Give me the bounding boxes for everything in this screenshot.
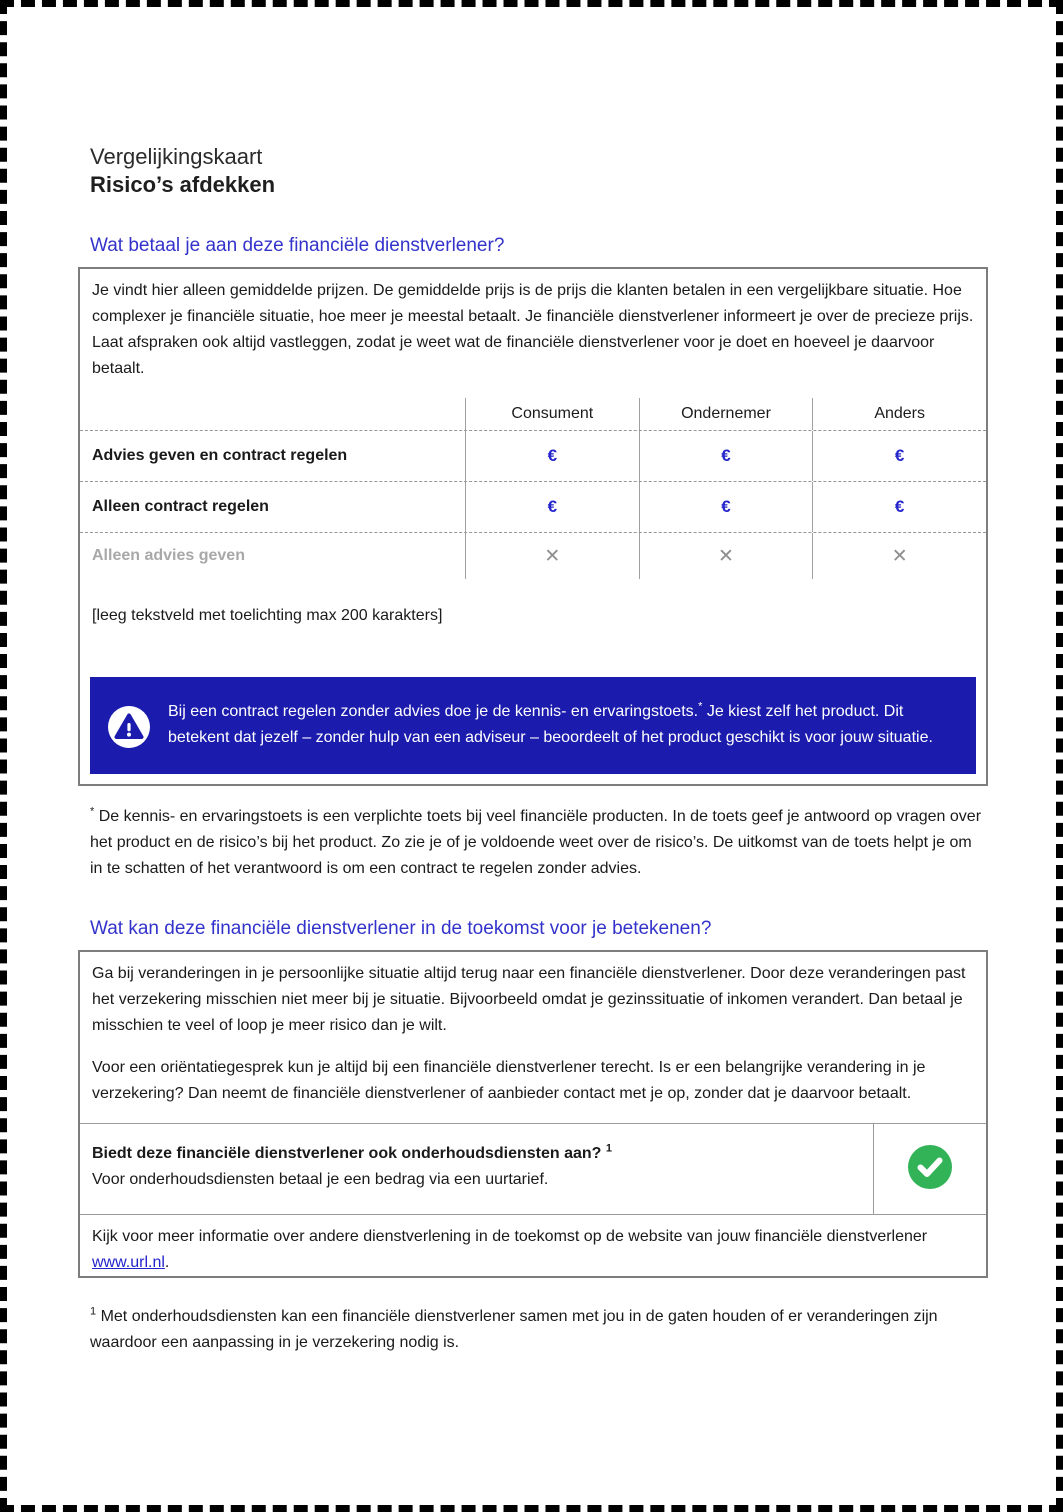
- warning-text-lead: Bij een contract regelen zonder advies doe je de kennis- en ervaringstoets.: [168, 702, 699, 720]
- euro-cell: €: [639, 431, 813, 481]
- pricing-table-header-anders: Anders: [812, 398, 986, 430]
- row-label: Alleen advies geven: [92, 547, 245, 564]
- pricing-table-header-row: [80, 398, 986, 430]
- euro-cell: €: [465, 431, 639, 481]
- future-section-heading: Wat kan deze financiële dienstverlener in de toekomst voor je betekenen?: [90, 918, 712, 939]
- footnote-text: Met onderhoudsdiensten kan een financiële dienstverlener samen met jou in de gaten houden of er veranderingen zijn waardoor een aanpassing in je verzekering nodig is.: [90, 1308, 938, 1351]
- row-label: Advies geven en contract regelen: [92, 447, 348, 464]
- future-paragraph-2: Voor een oriëntatiegesprek kun je altijd bij een financiële dienstverlener terecht. Is er een belangrijke verandering in je verzekering? Dan neemt de financiële dienstverlener of aanbieder contact met je op, zonder dat je daarvoor betaalt.: [92, 1059, 926, 1102]
- footnote-onderhoudsdiensten: [90, 1304, 988, 1356]
- doc-title-label: Risico’s afdekken: [90, 172, 276, 197]
- maintenance-question-row: [80, 1123, 986, 1215]
- x-mark-cell: ✕: [639, 533, 813, 579]
- document-title: [90, 143, 988, 199]
- footnote-marker: 1: [605, 1142, 613, 1155]
- maintenance-question: [92, 1141, 861, 1167]
- placeholder-note: [leeg tekstveld met toelichting max 200 karakters]: [92, 607, 443, 624]
- pricing-table-header-ondernemer: Ondernemer: [639, 398, 813, 430]
- maintenance-question-text: [80, 1124, 873, 1214]
- check-circle-icon: [907, 1144, 953, 1195]
- closing-text-end: .: [164, 1254, 170, 1271]
- question-text: Biedt deze financiële dienstverlener ook onderhoudsdiensten aan?: [92, 1145, 606, 1162]
- pricing-table-header-empty: [80, 398, 465, 430]
- euro-cell: €: [465, 482, 639, 532]
- x-mark-cell: ✕: [812, 533, 986, 579]
- footnote-marker: *: [90, 805, 95, 818]
- warning-callout: [90, 677, 976, 774]
- future-panel: [78, 950, 988, 1278]
- doc-type-label: Vergelijkingskaart: [90, 144, 263, 169]
- future-paragraph-1: Ga bij veranderingen in je persoonlijke situatie altijd terug naar een financiële dienstverlener. Door deze veranderingen past het verzekering misschien niet meer bij je situatie. Bijvoorbeeld omdat je gezinssituatie of inkomen verandert. Dan betaal je misschien te veel of loop je meer risico dan je wilt.: [92, 965, 966, 1034]
- footnote-marker: 1: [90, 1305, 97, 1318]
- warning-text: [168, 699, 960, 751]
- table-row: [80, 431, 986, 481]
- website-link[interactable]: www.url.nl: [92, 1254, 165, 1271]
- warning-text-rest: Je kiest zelf het product. Dit betekent dat jezelf – zonder hulp van een adviseur – beoordeelt of het product geschikt is voor jouw situatie.: [168, 702, 933, 746]
- payment-panel: [78, 267, 988, 786]
- closing-text-lead: Kijk voor meer informatie over andere dienstverlening in de toekomst op de website van jouw financiële dienstverlener: [92, 1228, 928, 1245]
- footnote-text: De kennis- en ervaringstoets is een verplichte toets bij veel financiële producten. In de toets geef je antwoord op vragen over het product en de risico’s bij het product. Zo zie je of je voldoende weet over de risico’s. De uitkomst van de toets helpt je om in te schatten of het verantwoord is om een contract te regelen zonder advies.: [90, 808, 982, 877]
- pricing-table-header-consument: Consument: [465, 398, 639, 430]
- table-row: [80, 482, 986, 532]
- x-mark-cell: ✕: [465, 533, 639, 579]
- payment-section-heading: Wat betaal je aan deze financiële dienstverlener?: [90, 235, 505, 256]
- answer-cell: [873, 1124, 986, 1214]
- pricing-table: [80, 398, 986, 579]
- closing-paragraph: [92, 1224, 974, 1276]
- euro-cell: €: [639, 482, 813, 532]
- euro-cell: €: [812, 431, 986, 481]
- footnote-kennis-toets: [90, 804, 988, 882]
- warning-icon: [90, 701, 168, 749]
- euro-cell: €: [812, 482, 986, 532]
- row-label: Alleen contract regelen: [92, 498, 269, 515]
- maintenance-question-subtext: Voor onderhoudsdiensten betaal je een bedrag via een uurtarief.: [92, 1171, 549, 1188]
- table-row-disabled: [80, 533, 986, 579]
- footnote-marker: *: [698, 700, 703, 713]
- payment-intro-paragraph: Je vindt hier alleen gemiddelde prijzen. De gemiddelde prijs is de prijs die klanten betalen in een vergelijkbare situatie. Hoe complexer je financiële situatie, hoe meer je meestal betaalt. Je financiële dienstverlener informeert je over de precieze prijs. Laat afspraken ook altijd vastleggen, zodat je weet wat de financiële dienstverlener voor je doet en hoeveel je daarvoor betaalt.: [92, 282, 974, 377]
